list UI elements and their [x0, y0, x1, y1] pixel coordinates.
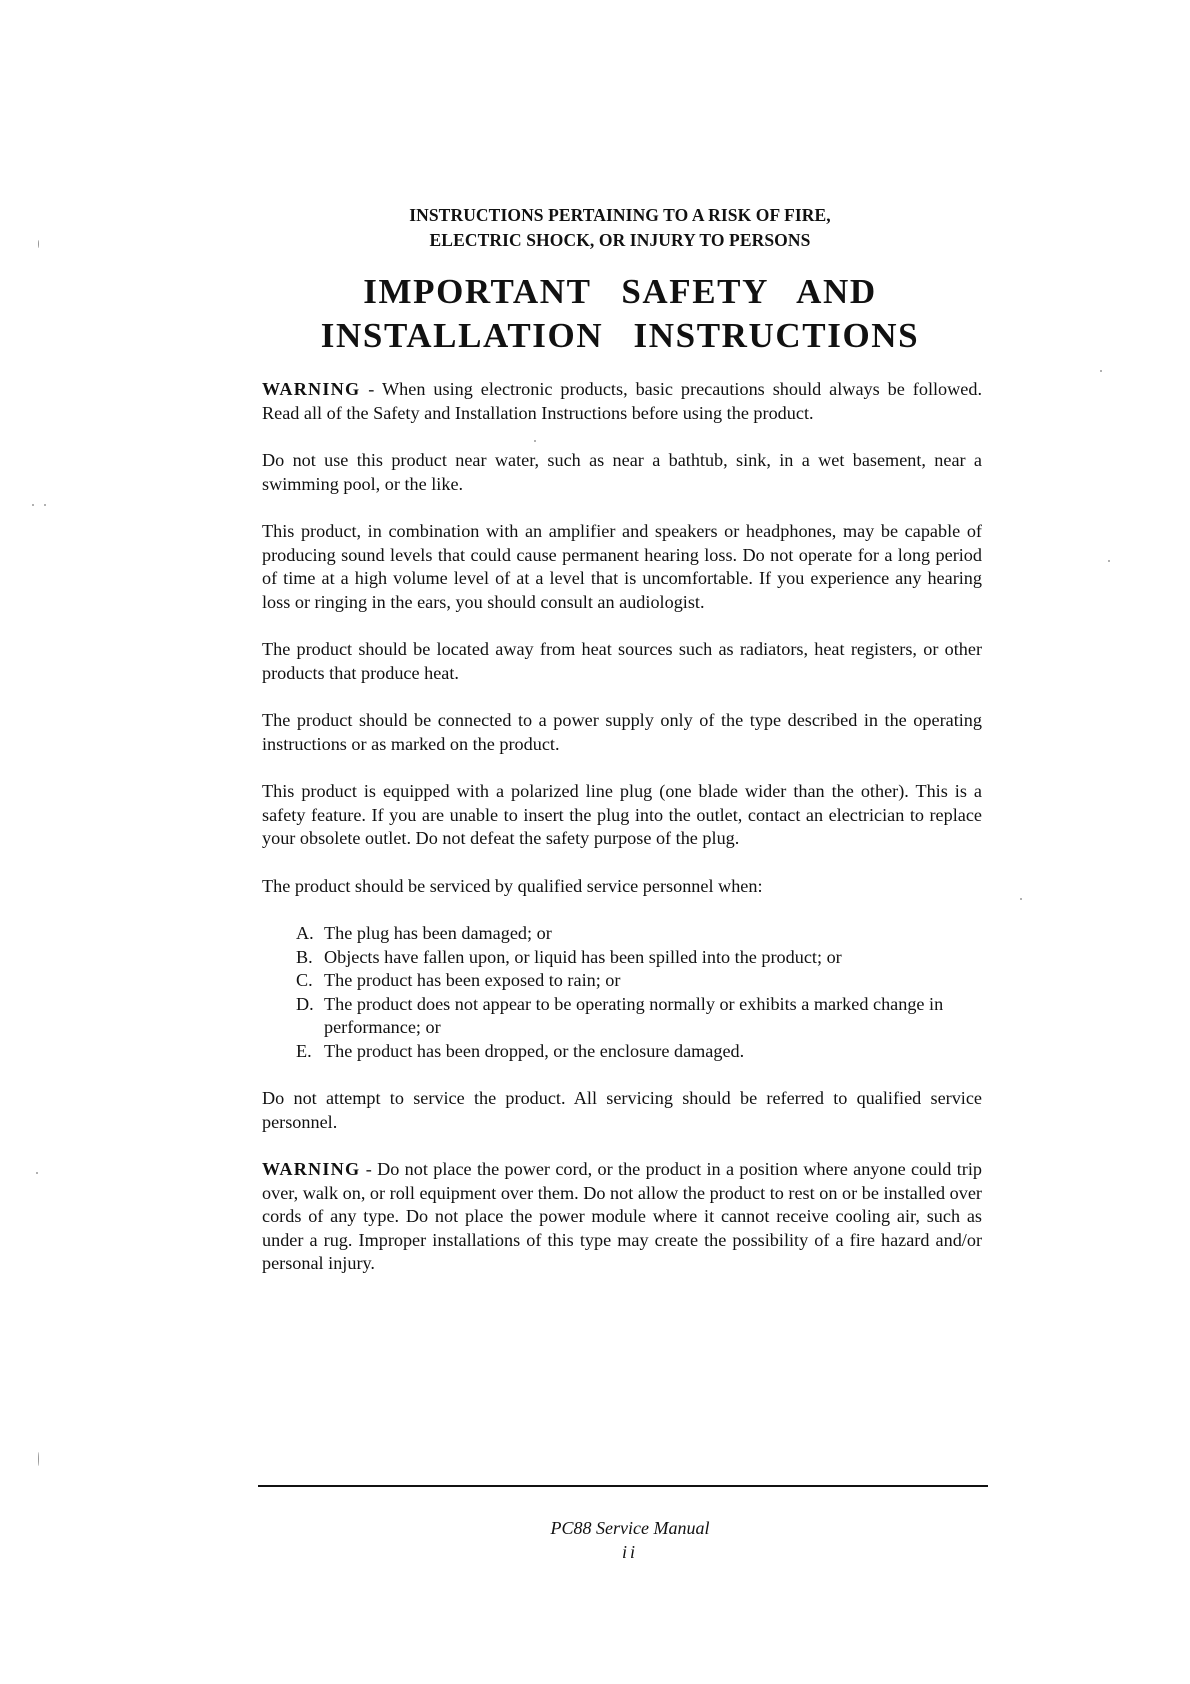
instructions-body	[262, 378, 982, 1300]
list-item	[296, 946, 982, 970]
scan-speck	[1100, 370, 1102, 372]
warning-label: WARNING	[262, 379, 361, 399]
list-item	[296, 993, 982, 1040]
polarized-plug-paragraph: This product is equipped with a polarized line plug (one blade wider than the other). This is a safety feature. If you are unable to insert the plug into the outlet, contact an electrician to replace your obsolete outlet. Do not defeat the safety purpose of the plug.	[262, 781, 982, 848]
manual-title: PC88 Service Manual	[550, 1518, 710, 1538]
service-conditions-list	[296, 922, 982, 1063]
list-letter: D.	[296, 993, 314, 1014]
list-letter: A.	[296, 923, 314, 943]
scan-speck	[1108, 560, 1110, 562]
scan-speck	[38, 240, 39, 248]
scan-speck	[36, 1172, 38, 1174]
scan-speck	[534, 440, 536, 442]
scan-speck	[44, 504, 46, 506]
list-text: The product has been exposed to rain; or	[324, 970, 621, 990]
page-footer	[400, 1516, 860, 1564]
list-text: The product has been dropped, or the enclosure damaged.	[324, 1040, 745, 1061]
scan-speck	[1020, 898, 1022, 900]
warning-2-text: - Do not place the power cord, or the product in a position where anyone could trip over, walk on, or roll equipment over them. Do not allow the product to rest on or be installed over cords of any type. Do not place the power module where it cannot receive cooling air, such as under a rug. Improper installations of this type may create the possibility of a fire hazard and/or personal injury.	[262, 1159, 982, 1273]
page-number: ii	[621, 1542, 638, 1562]
no-service-paragraph: Do not attempt to service the product. All servicing should be referred to qualified service personnel.	[262, 1088, 982, 1132]
list-item	[296, 1040, 982, 1064]
pre-title-line-2: ELECTRIC SHOCK, OR INJURY TO PERSONS	[429, 230, 811, 250]
service-intro-paragraph: The product should be serviced by qualified service personnel when:	[262, 875, 763, 896]
list-text: The product does not appear to be operating normally or exhibits a marked change in performance; or	[324, 993, 944, 1037]
list-item	[296, 922, 982, 946]
list-text: Objects have fallen upon, or liquid has been spilled into the product; or	[324, 946, 842, 967]
hearing-paragraph: This product, in combination with an amplifier and speakers or headphones, may be capable of producing sound levels that could cause permanent hearing loss. Do not operate for a long period of time at a high volume level of at a level that is uncomfortable. If you experience any hearing loss or ringing in the ears, you should consult an audiologist.	[262, 521, 982, 612]
heat-paragraph: The product should be located away from heat sources such as radiators, heat registers, or other products that produce heat.	[262, 639, 982, 683]
pre-title	[260, 203, 980, 253]
footer-divider	[258, 1485, 988, 1487]
warning-1-text: - When using electronic products, basic precautions should always be followed. Read all of the Safety and Installation Instructions before using the product.	[262, 379, 982, 423]
page-title-line-2: INSTALLATION INSTRUCTIONS	[320, 316, 920, 355]
list-text: The plug has been damaged; or	[324, 923, 552, 943]
warning-label: WARNING	[262, 1159, 361, 1179]
page-title-line-1: IMPORTANT SAFETY AND	[363, 272, 877, 311]
warning-paragraph-1	[262, 378, 982, 425]
pre-title-line-1: INSTRUCTIONS PERTAINING TO A RISK OF FIRE,	[409, 205, 831, 225]
water-paragraph: Do not use this product near water, such as near a bathtub, sink, in a wet basement, near a swimming pool, or the like.	[262, 450, 982, 494]
power-supply-paragraph: The product should be connected to a power supply only of the type described in the operating instructions or as marked on the product.	[262, 710, 982, 754]
scan-speck	[38, 1452, 39, 1466]
list-letter: B.	[296, 946, 313, 967]
scan-speck	[32, 504, 34, 506]
list-letter: C.	[296, 970, 313, 990]
page-title	[240, 270, 1000, 358]
warning-paragraph-2	[262, 1158, 982, 1276]
list-letter: E.	[296, 1040, 312, 1061]
list-item	[296, 969, 982, 993]
